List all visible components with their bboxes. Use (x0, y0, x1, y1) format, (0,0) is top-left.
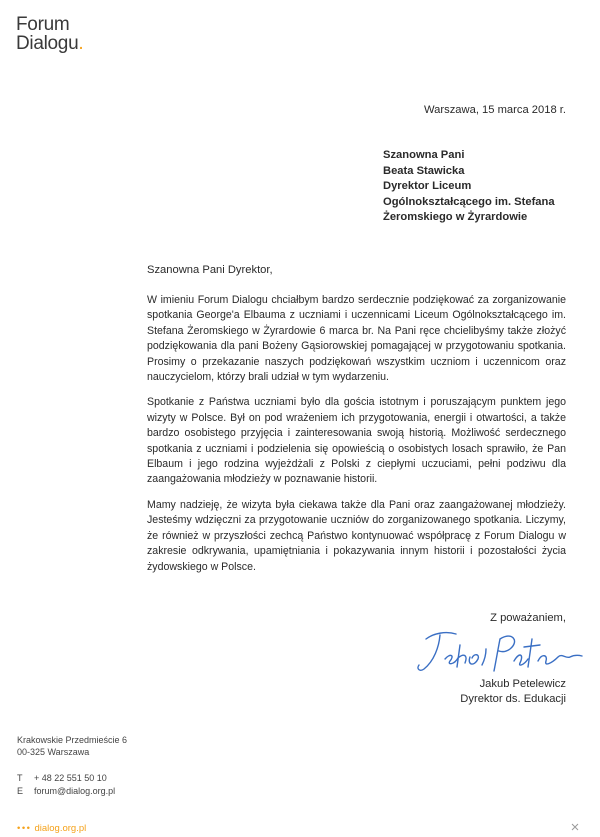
email-label: E (17, 785, 24, 796)
signer-name: Jakub Petelewicz (479, 678, 566, 690)
logo-dot: . (78, 33, 84, 54)
body-paragraph: Mamy nadzieję, że wizyta była ciekawa także dla Pani oraz zaangażowanej młodzieży. Jesteśmy wdzięczni za przygotowanie uczniów do zorganizowanego spotkania. Liczymy, że również w przyszłości zechcą Państwo kontynuować współpracę z Forum Dialogu w zakresie odkrywania, upamiętniania i pokazywania innym historii i pozostałości życia żydowskiego w Polsce. (147, 498, 566, 573)
addressee-block (383, 148, 555, 226)
signer-block (460, 677, 566, 707)
forum-dialogu-logo (16, 15, 83, 53)
footer-address (17, 735, 127, 758)
logo-line-1: Forum (16, 14, 70, 35)
phone-label: T (17, 773, 23, 783)
addressee-line: Dyrektor Liceum (383, 180, 472, 193)
addressee-line: Szanowna Pani (383, 149, 465, 161)
handwritten-signature (412, 625, 584, 681)
closing: Z poważaniem, (490, 612, 566, 624)
page-corner-mark (570, 822, 580, 832)
website-link[interactable] (17, 823, 86, 834)
phone-number: + 48 22 551 50 10 (34, 773, 107, 783)
salutation: Szanowna Pani Dyrektor, (147, 264, 273, 276)
email-address: forum@dialog.org.pl (34, 785, 116, 796)
addressee-line: Żeromskiego w Żyrardowie (383, 211, 528, 224)
addressee-line: Ogólnokształcącego im. Stefana (383, 195, 555, 208)
address-line: Krakowskie Przedmieście 6 (17, 735, 128, 745)
website-url: dialog.org.pl (34, 823, 87, 834)
website-dots: ••• (17, 823, 32, 834)
address-line: 00-325 Warszawa (17, 746, 90, 757)
body-paragraph: W imieniu Forum Dialogu chciałbym bardzo serdecznie podziękować za zorganizowanie spotkania George'a Elbauma z uczniami i uczennicami Liceum Ogólnokształcącego im. Stefana Żeromskiego w Żyrardowie 6 marca br. Na Pani ręce chcielibyśmy także złożyć podziękowania dla pani Bożeny Gąsiorowskiej pomagającej w przygotowaniu spotkania. Prosimy o przekazanie naszych podziękowań wszystkim uczniom i uczennicom oraz nauczycielom, którzy brali udział w tym wydarzeniu. (147, 294, 566, 384)
body-paragraph: Spotkanie z Państwa uczniami było dla gościa istotnym i poruszającym punktem jego wizyty w Polsce. Był on pod wrażeniem ich przygotowania, energii i otwartości, a także bardzo osobistego przyjęcia i zainteresowania swoją historią. Możliwość serdecznego spotkania z uczniami i podzielenia się opowieścią o osobistych losach sprawiło, że Pan Elbaum i jego rodzina wyjeżdżali z Polski z ciepłymi uczuciami, pełni podziwu dla zaangażowania młodzieży w poznawanie historii. (147, 396, 566, 486)
addressee-line: Beata Stawicka (383, 164, 465, 177)
signer-title: Dyrektor ds. Edukacji (460, 693, 566, 705)
footer-contact (17, 772, 115, 797)
letter-body (147, 293, 566, 585)
logo-line-2: Dialogu (16, 33, 79, 54)
letter-date: Warszawa, 15 marca 2018 r. (424, 104, 566, 116)
